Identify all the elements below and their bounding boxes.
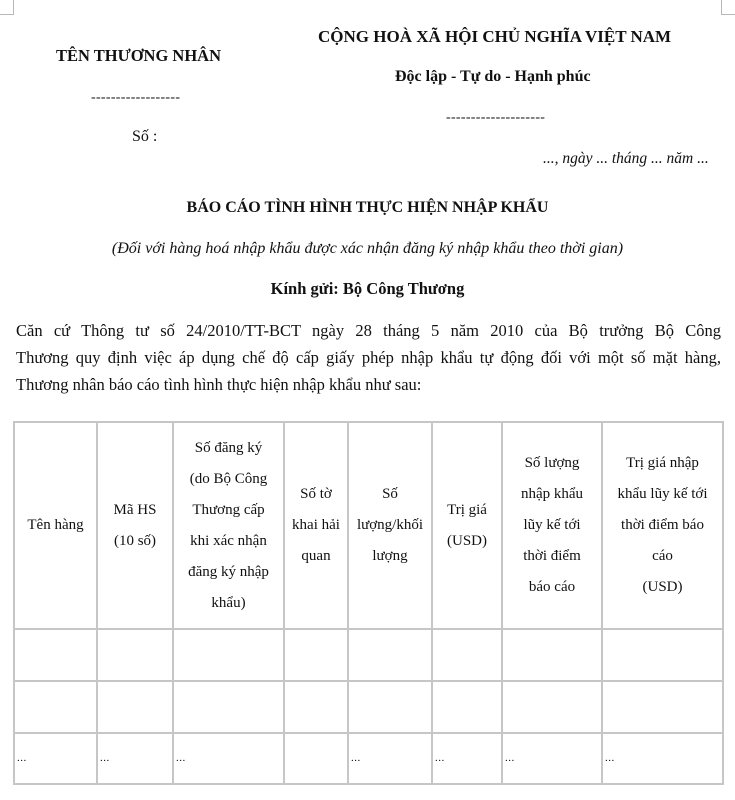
table-cell-quantity[interactable]: ... (348, 733, 432, 784)
import-report-table (13, 421, 724, 785)
column-header-line: báo cáo (528, 579, 576, 595)
table-cell-quantity[interactable] (348, 629, 432, 681)
column-header-cumulative-value (602, 422, 723, 629)
column-header-line: Số lượng (524, 455, 580, 471)
table-cell-value-usd[interactable] (432, 629, 502, 681)
column-header-line: Trị giá nhập (626, 455, 699, 471)
body-paragraph (16, 317, 721, 398)
column-header-hs-code (97, 422, 173, 629)
document-number-label: Số : (132, 128, 158, 145)
column-header-line: (USD) (642, 579, 683, 595)
column-header-line: lũy kế tới (523, 517, 581, 533)
column-header-registration-number (173, 422, 284, 629)
column-header-line: (USD) (447, 532, 487, 549)
table-cell-product-name[interactable] (14, 629, 97, 681)
table-cell-cumulative-quantity[interactable] (502, 629, 602, 681)
column-header-line: thời điểm báo (621, 517, 704, 533)
table-cell-product-name[interactable]: ... (14, 733, 97, 784)
table-cell-hs-code[interactable]: ... (97, 733, 173, 784)
column-header-line: (10 số) (113, 532, 157, 549)
column-header-value-usd (432, 422, 502, 629)
column-header-line: cáo (652, 548, 673, 564)
table-cell-cumulative-quantity[interactable] (502, 681, 602, 733)
column-header-line: nhập khẩu (520, 486, 584, 502)
table-cell-cumulative-value[interactable] (602, 681, 723, 733)
table-cell-hs-code[interactable] (97, 681, 173, 733)
body-line: Thương nhân báo cáo tình hình thực hiện nhập khẩu như sau: (16, 375, 422, 394)
column-header-customs-declaration (284, 422, 348, 629)
table-cell-quantity[interactable] (348, 681, 432, 733)
table-cell-customs-declaration[interactable] (284, 681, 348, 733)
column-header-product-name (14, 422, 97, 629)
column-header-line: quan (301, 548, 331, 564)
motto-separator: -------------------- (446, 110, 546, 125)
crop-mark-top-right (721, 0, 735, 15)
column-header-line: Số (382, 486, 398, 502)
column-header-line: Thương cấp (192, 501, 265, 518)
nation-heading: CỘNG HOÀ XÃ HỘI CHỦ NGHĨA VIỆT NAM (318, 27, 672, 46)
column-header-line: Số tờ (300, 486, 332, 502)
table-cell-registration-number[interactable] (173, 681, 284, 733)
column-header-line: đăng ký nhập (188, 563, 269, 580)
report-title: BÁO CÁO TÌNH HÌNH THỰC HIỆN NHẬP KHẨU (186, 199, 549, 216)
table-cell-value-usd[interactable] (432, 681, 502, 733)
column-header-line: Trị giá (447, 501, 487, 518)
table-header-row (14, 422, 723, 629)
merchant-separator: ------------------ (91, 90, 181, 105)
column-header-line: lượng (372, 548, 408, 564)
column-header-line: Tên hàng (27, 517, 84, 533)
column-header-line: (do Bộ Công (189, 470, 268, 487)
column-header-line: lượng/khối (356, 517, 424, 533)
column-header-line: khẩu lũy kế tới (617, 486, 708, 502)
table-cell-registration-number[interactable]: ... (173, 733, 284, 784)
report-subtitle: (Đối với hàng hoá nhập khẩu được xác nhận đăng ký nhập khẩu theo thời gian) (111, 240, 624, 257)
table-cell-cumulative-quantity[interactable]: ... (502, 733, 602, 784)
table-cell-cumulative-value[interactable] (602, 629, 723, 681)
column-header-line: khi xác nhận (190, 532, 267, 549)
table-cell-customs-declaration[interactable] (284, 629, 348, 681)
column-header-line: Mã HS (113, 501, 157, 518)
column-header-line: khai hải (292, 517, 340, 533)
table-cell-value-usd[interactable]: ... (432, 733, 502, 784)
column-header-quantity (348, 422, 432, 629)
table-cell-hs-code[interactable] (97, 629, 173, 681)
recipient-line: Kính gửi: Bộ Công Thương (270, 279, 465, 298)
column-header-cumulative-quantity (502, 422, 602, 629)
table-row (14, 629, 723, 681)
column-header-line: khẩu) (211, 594, 246, 611)
table-cell-product-name[interactable] (14, 681, 97, 733)
table-cell-customs-declaration[interactable] (284, 733, 348, 784)
date-line: ..., ngày ... tháng ... năm ... (543, 150, 709, 167)
merchant-name-heading: TÊN THƯƠNG NHÂN (56, 46, 222, 65)
crop-mark-top-left (0, 0, 14, 15)
body-line: Thương quy định việc áp dụng chế độ cấp giấy phép nhập khẩu tự động đối với một số mặt hàng, (16, 348, 721, 367)
column-header-line: Số đăng ký (194, 439, 263, 456)
column-header-line: thời điểm (523, 548, 581, 564)
table-row (14, 733, 723, 784)
table-cell-cumulative-value[interactable]: ... (602, 733, 723, 784)
national-motto: Độc lập - Tự do - Hạnh phúc (395, 68, 591, 85)
table-row (14, 681, 723, 733)
body-line: Căn cứ Thông tư số 24/2010/TT-BCT ngày 28 tháng 5 năm 2010 của Bộ trưởng Bộ Công (16, 321, 721, 340)
table-cell-registration-number[interactable] (173, 629, 284, 681)
